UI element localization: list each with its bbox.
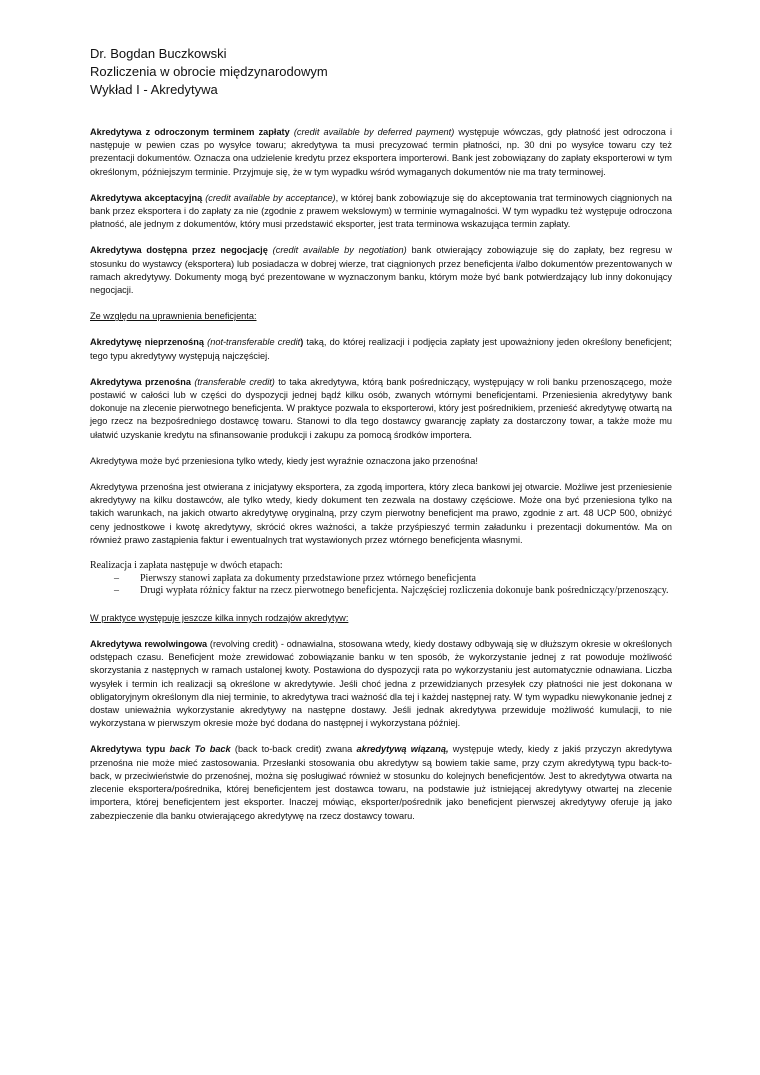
term-non-transferable: Akredytywę nieprzenośną	[90, 337, 204, 348]
term-revolving: Akredytywa rewolwingowa	[90, 639, 208, 650]
term-back-to-back-start: Akredytyw	[90, 744, 137, 755]
paragraph-transfer-note: Akredytywa może być przeniesiona tylko wtedy, kiedy jest wyraźnie oznaczona jako przenośna!	[90, 455, 478, 466]
paragraph-transferable	[90, 376, 672, 442]
term-linked-credit: akredytywą wiązaną,	[356, 744, 449, 755]
paragraph-text: występuje wtedy, kiedy z jakiś przyczyn akredytywa przenośna nie może mieć zastosowania. Przesłanki stosowania obu akredytyw są bowiem takie same, przy czym akredytywą typu back-to-back, w przeciwieństwie do przenośnej, można się posługiwać również w stosunku do kolejnych beneficjentów. Jest to akredytywa otwarta na zlecenie eksportera/pośrednika, której beneficjentem jest dostawca towaru, na podstawie już istniejącej akredytywy otwartej na zlecenie importera, której beneficjentem jest eksporter. Inaczej mówiąc, eksporter/pośrednik jako beneficjent pierwszej akredytywy oferuje ją jako zabezpieczenie dla banku otwierającego akredytywę na rzecz dostawcy towaru.	[90, 744, 672, 821]
paragraph-text: , w której bank zobowiązuje się do akceptowania trat terminowych ciągnionych na bank przez eksportera i do zapłaty za nie (zgodnie z prawem wekslowym) w terminie wymagalności. W tym wypadku też występuje odroczona płatność	[90, 192, 672, 230]
term-deferred-payment-en: (credit available by deferred payment)	[289, 127, 455, 137]
paragraph-text: a	[136, 744, 146, 755]
paragraph-non-transferable	[90, 336, 672, 362]
term-non-transferable-en: (not-transferable credit	[203, 337, 301, 348]
paragraph-revolving	[90, 638, 672, 730]
paragraph-acceptance	[90, 192, 672, 232]
term-acceptance-en: (credit available by acceptance)	[202, 192, 336, 203]
paragraph-text: (revolving credit) - odnawialna, stosowana wtedy, kiedy dostawy odbywają się w dłuższym okresie w określonych odstępach czasu. Beneficjent może zrewidować zobowiązanie banku w ten sposób, że wykorzystanie jednej z rat powoduje możliwość skorzystania z następnych w ramach ustalonej kwoty. Postawiona do dyspozycji rata po wykorzystaniu jest automatycznie odnawiana. Liczba wysyłek i termin ich realizacji są określone w akredytywie. Jeśli choć jedna z przewidzianych przesyłek czy płatności nie jest dokonana w obligatoryjnym określonym dla niej terminie, to akredytywa traci ważność dla tej i każdej następnej raty. W tym wypadku niewykonanie jednej z dostaw unieważnia wykorzystanie akredytywy na następne dostawy. Jeśli jednak akredytywa przewiduje możliwość kumulacji, to nie wykorzystana w pierwszym okresie może być dodana do następnej i wykorzystana później.	[90, 639, 673, 729]
author-name: Dr. Bogdan Buczkowski	[90, 46, 227, 61]
term-back-to-back: back To back	[169, 744, 231, 755]
section-heading-other-types: W praktyce występuje jeszcze kilka innych rodzajów akredytyw:	[90, 612, 349, 623]
term-deferred-payment: Akredytywa z odroczonym terminem zapłaty	[90, 127, 290, 137]
paragraph-deferred-payment	[90, 126, 672, 179]
list-item	[90, 585, 672, 598]
list-item-text: Drugi wypłata różnicy faktur na rzecz pierwotnego beneficjenta. Najczęściej rozliczenia dokonuje bank pośredniczący/przenoszący.	[140, 585, 669, 597]
term-transferable: Akredytywa przenośna	[90, 376, 191, 387]
dash-bullet: –	[114, 585, 119, 597]
payment-stages-intro: Realizacja i zapłata następuje w dwóch etapach:	[90, 560, 283, 572]
list-item	[90, 573, 672, 586]
paragraph-transfer-conditions: Akredytywa przenośna jest otwierana z inicjatywy eksportera, za zgodą importera, który zleca bankowi jej otwarcie. Możliwe jest przeniesienie akredytywy na kilku dostawców, ale tylko wtedy, kiedy dokument ten zezwala na dostawy częściowe. Może ona być przeniesiona tylko na takich warunkach, na jakich otwarto akredytywę oryginalną, przy czym pierwotny beneficjent ma prawo, zgodnie z art. 48 UCP 500, obniżyć ceny jednostkowe i kwotę akredytywy, skrócić okres ważności, a także przyśpieszyć termin załadunku i prezentacji dokumentów. Ma on również prawo zastąpienia faktur i ewentualnych trat wystawionych przez wtórnego beneficjenta własnymi.	[90, 482, 672, 545]
paragraph-text: taką, do której realizacji i podjęcia zapłaty jest upoważniony jeden określony beneficjent; tego typu akredytywy występują najczęściej.	[90, 337, 672, 361]
paragraph-negotiation	[90, 244, 672, 297]
term-type: typu	[145, 744, 170, 755]
paragraph-back-to-back	[90, 743, 672, 822]
list-item-text: Pierwszy stanowi zapłata za dokumenty przedstawione przez wtórnego beneficjenta	[140, 572, 476, 584]
paragraph-text-bold: , ale jednym z dokumentów, który musi przedstawić eksporter, jest trata terminowa wskazująca termin zapłaty.	[124, 219, 571, 230]
payment-stages-list	[90, 573, 672, 598]
term-negotiation: Akredytywa dostępna przez negocjację	[90, 245, 268, 256]
paragraph-text: to taka akredytywa, którą bank pośredniczący, występujący w roli banku przenoszącego, może postawić w całości lub w części do dyspozycji jednej bądź kilku osób, zwanych wtórnymi beneficjentami. Przeniesienia akredytywy bank dokonuje na zlecenie pierwotnego beneficjenta. W praktyce pozwala to eksporterowi, który jest pośrednikiem, przenieść akredytywę otwartą na jego rzecz na bezpośredniego dostawcę towaru. Stanowi to dla tego dostawcy gwarancję zapłaty za dostarczony towar, a także może mu ułatwić uzyskanie kredytu na sfinansowanie produkcji i zakupu za pomocą środków importera.	[90, 376, 672, 440]
paragraph-text: (back to-back credit) zwana	[230, 744, 357, 755]
document-header	[90, 45, 328, 99]
lecture-title: Wykład I - Akredytywa	[90, 82, 218, 97]
term-negotiation-en: (credit available by negotiation)	[267, 245, 407, 256]
closing-paren: )	[300, 337, 304, 348]
paragraph-text: występuje wówczas, gdy płatność jest odroczona i następuje w pewien czas po wysyłce towaru; akredytywa ta musi precyzować termin płatności, np. 30 dni po wysyłce towaru czy też prezentacji dokumentów. Oznacza ona udzielenie kredytu przez eksportera importerowi. Bank jest zobowiązany do zapłaty eksporterowi w tym określonym, późniejszym terminie. Przyjmuje się, że w tym wypadku wśród wymaganych dokumentów nie ma traty terminowej.	[90, 127, 673, 177]
course-title: Rozliczenia w obrocie międzynarodowym	[90, 64, 328, 79]
term-acceptance: Akredytywa akceptacyjną	[90, 192, 203, 203]
section-heading-beneficiary: Ze względu na uprawnienia beneficjenta:	[90, 311, 257, 322]
paragraph-text: bank otwierający zobowiązuje się do zapłaty, bez regresu w stosunku do wystawcy (eksportera) lub posiadacza w dobrej wierze, trat ciągnionych przez beneficjenta i/albo dokumentów prezentowanych w ramach akredytywy. Dokumenty mogą być prezentowane w wyznaczonym banku, którym może być bank potwierdzający lub inny dokonujący negocjacji.	[90, 245, 672, 296]
term-transferable-en: (transferable credit)	[190, 376, 275, 387]
payment-stages-block	[90, 560, 672, 598]
document-body	[90, 126, 672, 836]
dash-bullet: –	[114, 572, 119, 584]
